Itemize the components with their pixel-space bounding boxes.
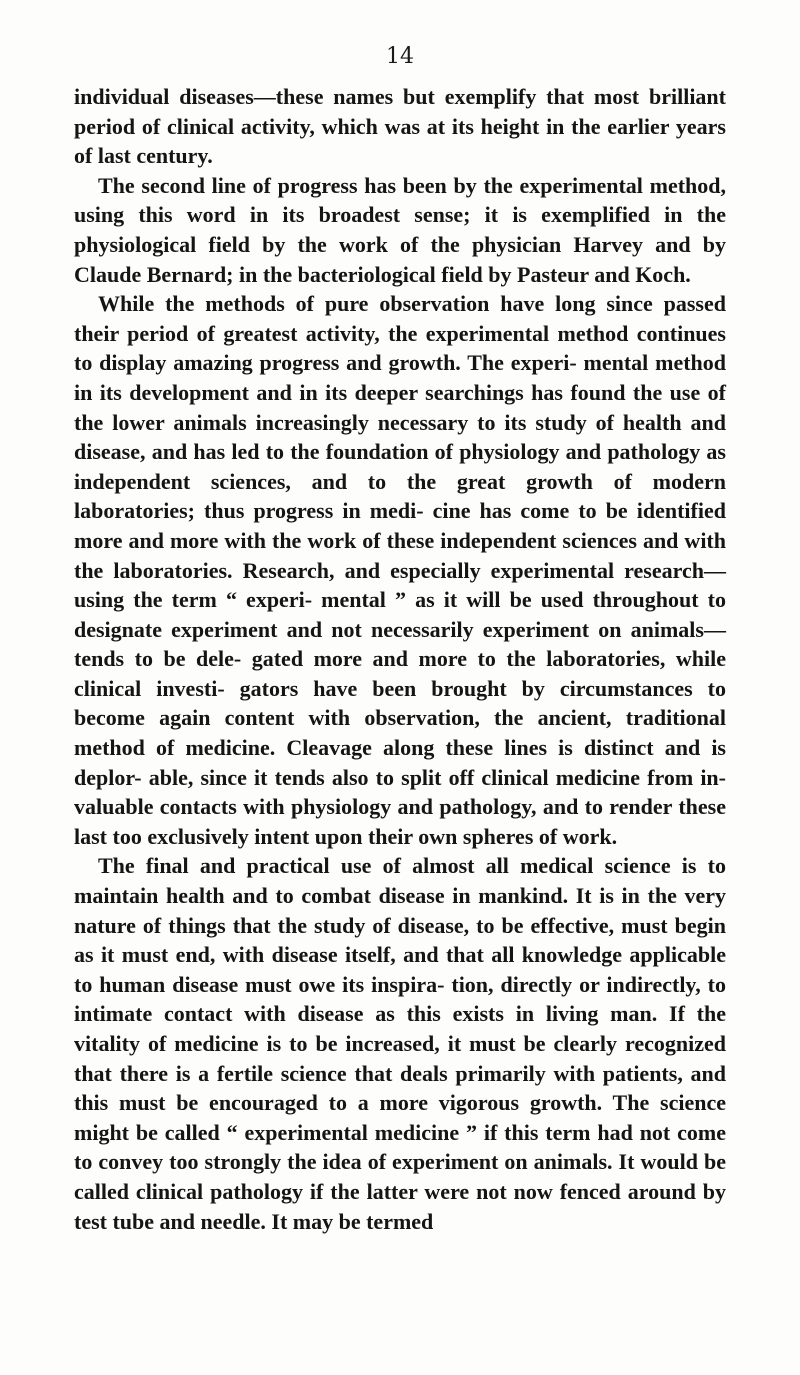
paragraph-continuation: individual diseases—these names but exemplify that most brilliant period of clinical activity, which was at its height in the earlier years of last century. bbox=[74, 84, 726, 169]
paragraph-practical-use: The final and practical use of almost all medical science is to maintain health and to combat disease in mankind. It is in the very nature of things that the study of disease, to be effective, must begin as it must end, with disease itself, and that all knowledge applicable to human disease must owe its inspira- tion, directly or indirectly, to intimate contact with disease as this exists in living man. If the vitality of medicine is to be increased, it must be clearly recognized that there is a fertile science that deals primarily with patients, and this must be encouraged to a more vigorous growth. The science might be called “ experimental medicine ” if this term had not come to convey too strongly the idea of experiment on animals. It would be called clinical pathology if the latter were not now fenced around by test tube and needle. It may be termed bbox=[74, 853, 726, 1234]
body-text bbox=[74, 82, 726, 1236]
paragraph-experimental-method: The second line of progress has been by the experimental method, using this word in its broadest sense; it is exemplified in the physiological field by the work of the physician Harvey and by Claude Bernard; in the bacteriological field by Pasteur and Koch. bbox=[74, 172, 726, 287]
paragraph-methods-of-observation: While the methods of pure observation have long since passed their period of greatest activity, the experimental method continues to display amazing progress and growth. The experi- mental method in its development and in its deeper searchings has found the use of the lower animals increasingly necessary to its study of health and disease, and has led to the foundation of physiology and pathology as independent sciences, and to the great growth of modern laboratories; thus progress in medi- cine has come to be identified more and more with the work of these independent sciences and with the laboratories. Research, and especially experimental research—using the term “ experi- mental ” as it will be used throughout to designate experiment and not necessarily experiment on animals—tends to be dele- gated more and more to the laboratories, while clinical investi- gators have been brought by circumstances to become again content with observation, the ancient, traditional method of medicine. Cleavage along these lines is distinct and is deplor- able, since it tends also to split off clinical medicine from in- valuable contacts with physiology and pathology, and to render these last too exclusively intent upon their own spheres of work. bbox=[74, 291, 726, 849]
page-number: 14 bbox=[386, 44, 414, 69]
